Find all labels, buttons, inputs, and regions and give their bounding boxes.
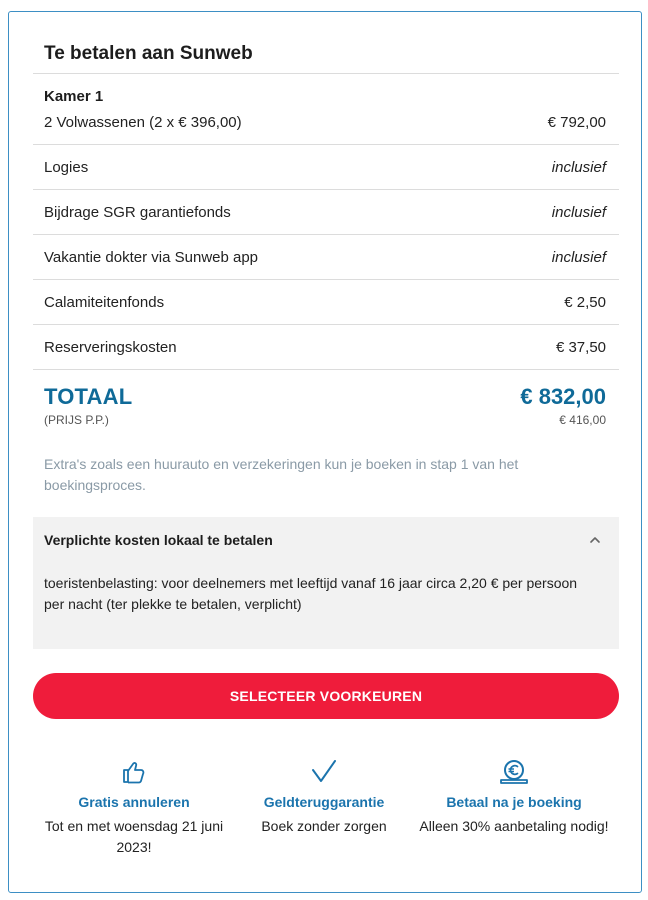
divider [33,189,619,190]
payment-summary-card [8,11,642,893]
divider [33,279,619,280]
row-label-vakantie-dokter: Vakantie dokter via Sunweb app [44,249,259,266]
usp-text: Boek zonder zorgen [261,818,387,834]
total-sub-label: (PRIJS P.P.) [44,413,109,427]
divider [33,369,619,370]
row-value-calamiteitenfonds: € 2,50 [564,294,606,311]
row-label-logies: Logies [44,159,89,176]
usp-text: Alleen 30% aanbetaling nodig! [419,818,609,834]
row-value-sgr: inclusief [551,204,606,221]
room-heading: Kamer 1 [44,88,104,105]
extras-note: Extra's zoals een huurauto en verzekeringen kun je boeken in stap 1 van het boekingsproces. [44,456,519,493]
row-value-reserveringskosten: € 37,50 [555,339,606,356]
usp-title: Gratis annuleren [78,794,190,810]
checkmark-icon [310,758,338,786]
chevron-up-icon[interactable] [587,534,603,546]
local-costs-panel [33,517,619,649]
total-label: TOTAAL [44,384,133,409]
row-label-reserveringskosten: Reserveringskosten [44,339,177,356]
card-title: Te betalen aan Sunweb [44,43,253,64]
euro-coin-icon [499,758,529,786]
room-line-label: 2 Volwassenen (2 x € 396,00) [44,114,242,131]
divider [33,234,619,235]
usp-title: Betaal na je boeking [446,794,582,810]
price-per-person: € 416,00 [559,413,606,427]
divider [33,73,619,74]
total-price: € 832,00 [520,384,606,409]
usp-free-cancellation [39,758,229,858]
usp-text: Tot en met woensdag 21 juni 2023! [44,818,224,855]
row-label-calamiteitenfonds: Calamiteitenfonds [44,294,165,311]
select-preferences-button[interactable]: SELECTEER VOORKEUREN [33,673,619,719]
room-line-value: € 792,00 [547,114,606,131]
row-value-logies: inclusief [551,159,606,176]
divider [33,144,619,145]
usp-title: Geldteruggarantie [263,794,385,810]
local-costs-text: toeristenbelasting: voor deelnemers met leeftijd vanaf 16 jaar circa 2,20 € per persoon per nacht (ter plekke te betalen, verplicht) [44,575,578,612]
divider [33,324,619,325]
local-costs-title[interactable]: Verplichte kosten lokaal te betalen [44,532,273,548]
row-value-vakantie-dokter: inclusief [551,249,606,266]
usp-pay-after-booking [419,758,609,837]
thumbs-up-icon [120,758,148,786]
usp-money-back [229,758,419,837]
row-label-sgr: Bijdrage SGR garantiefonds [44,204,231,221]
